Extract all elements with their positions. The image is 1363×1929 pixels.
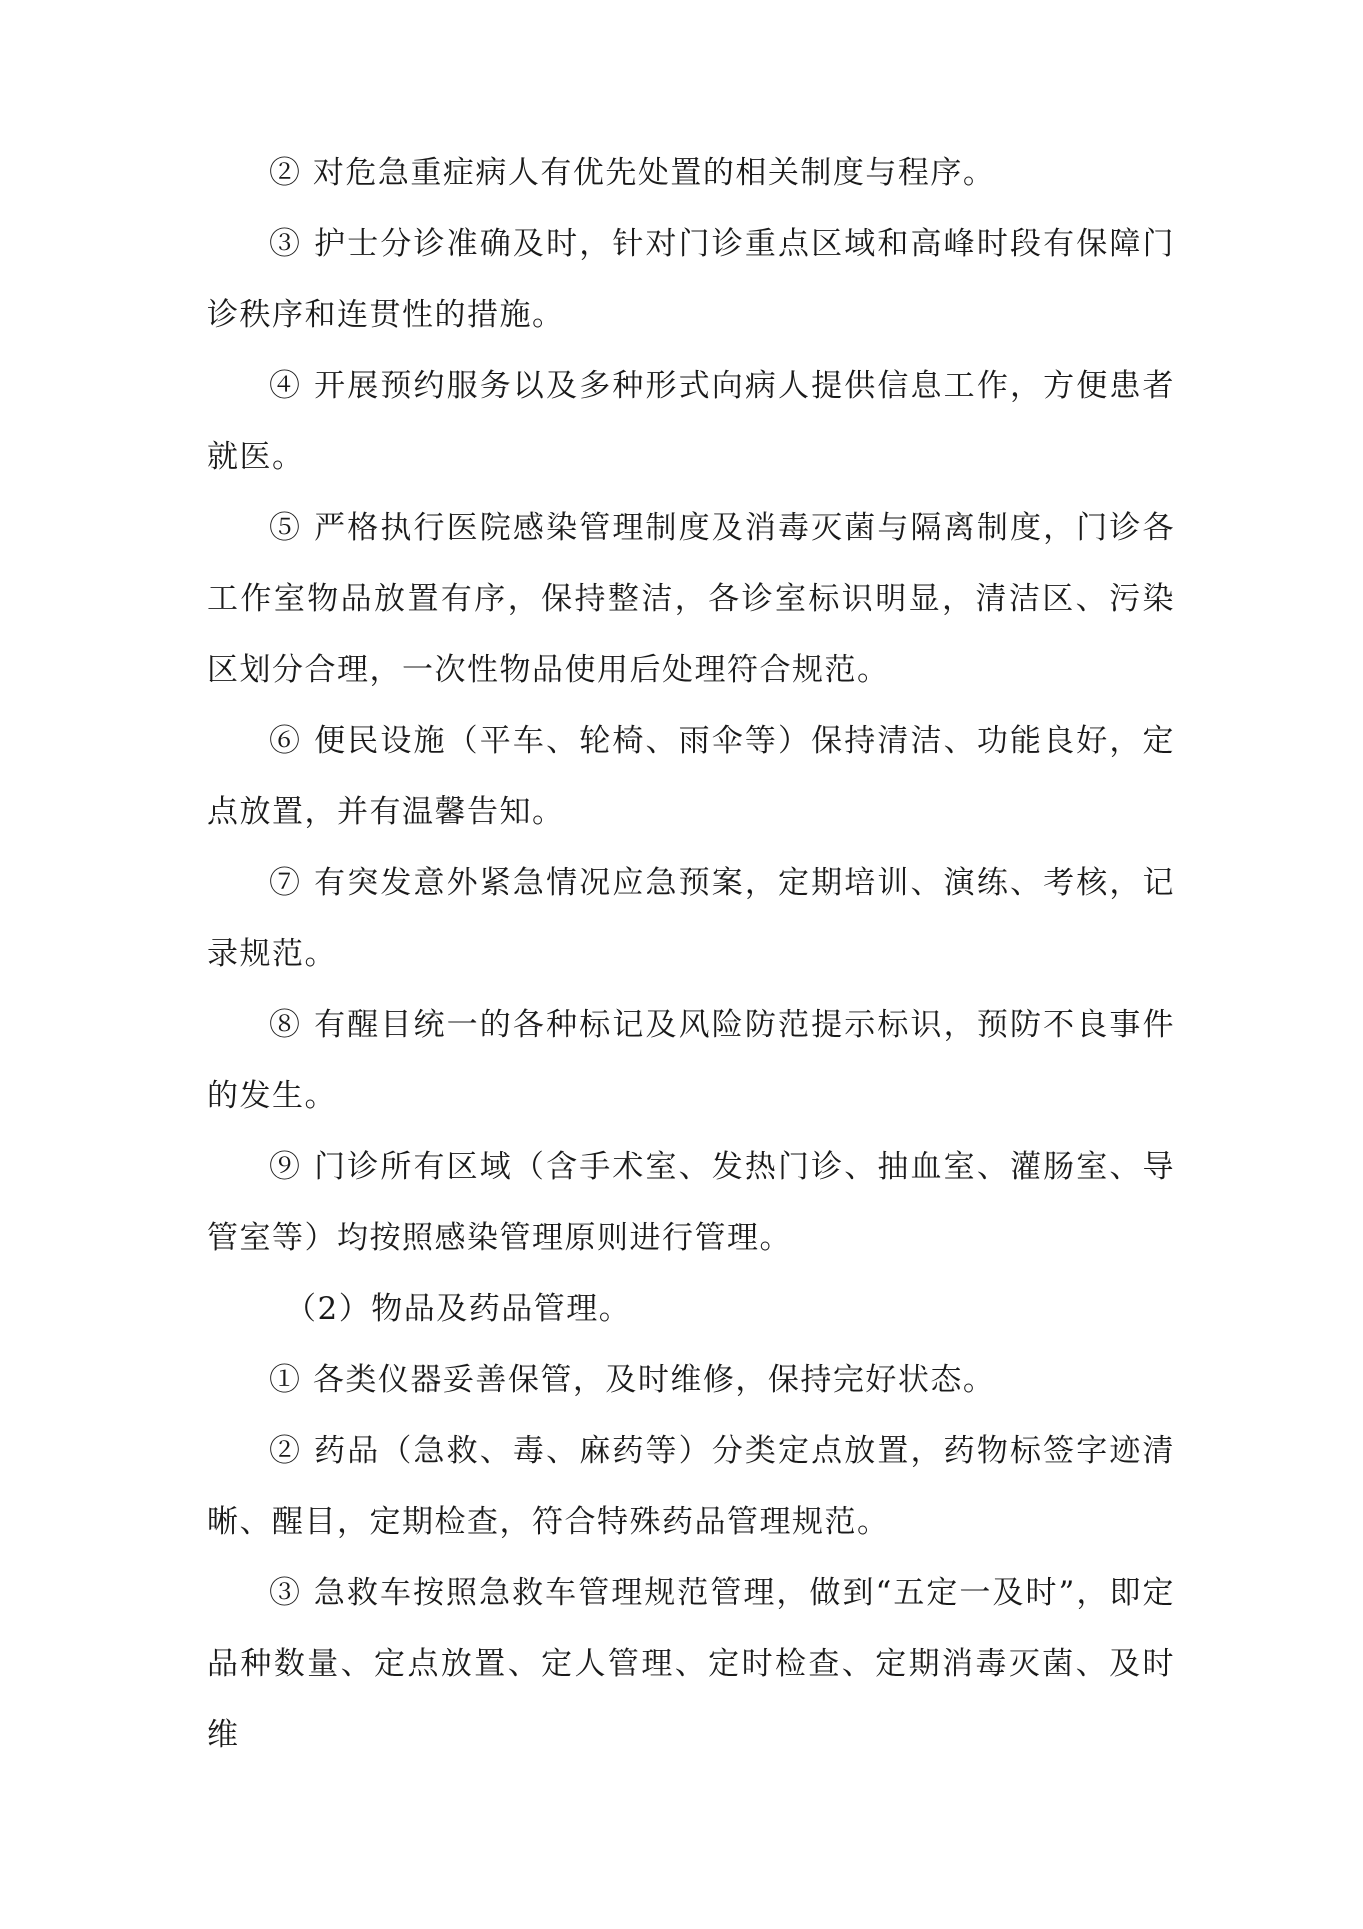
paragraph-triage: ③ 护士分诊准确及时，针对门诊重点区域和高峰时段有保障门诊秩序和连贯性的措施。 bbox=[207, 226, 1175, 333]
paragraph-facilities: ⑥ 便民设施（平车、轮椅、雨伞等）保持清洁、功能良好，定点放置，并有温馨告知。 bbox=[207, 723, 1175, 830]
paragraph-instruments: ① 各类仪器妥善保管，及时维修，保持完好状态。 bbox=[269, 1362, 996, 1398]
paragraph-appointments: ④ 开展预约服务以及多种形式向病人提供信息工作，方便患者就医。 bbox=[207, 368, 1175, 475]
paragraph-priority-handling: ② 对危急重症病人有优先处置的相关制度与程序。 bbox=[269, 155, 996, 191]
section-heading-supplies: （2）物品及药品管理。 bbox=[285, 1291, 632, 1327]
paragraph-signage: ⑧ 有醒目统一的各种标记及风险防范提示标识，预防不良事件的发生。 bbox=[207, 1007, 1175, 1114]
paragraph-areas: ⑨ 门诊所有区域（含手术室、发热门诊、抽血室、灌肠室、导管室等）均按照感染管理原则进行管理。 bbox=[207, 1149, 1175, 1256]
paragraph-crash-cart: ③ 急救车按照急救车管理规范管理，做到“五定一及时”，即定品种数量、定点放置、定人管理、定时检查、定期消毒灭菌、及时维 bbox=[207, 1575, 1175, 1753]
paragraph-infection-control: ⑤ 严格执行医院感染管理制度及消毒灭菌与隔离制度，门诊各工作室物品放置有序，保持整洁，各诊室标识明显，清洁区、污染区划分合理，一次性物品使用后处理符合规范。 bbox=[207, 510, 1175, 688]
paragraph-drugs: ② 药品（急救、毒、麻药等）分类定点放置，药物标签字迹清晰、醒目，定期检查，符合特殊药品管理规范。 bbox=[207, 1433, 1175, 1540]
document-page bbox=[207, 138, 1175, 1771]
paragraph-emergency-plan: ⑦ 有突发意外紧急情况应急预案，定期培训、演练、考核，记录规范。 bbox=[207, 865, 1175, 972]
